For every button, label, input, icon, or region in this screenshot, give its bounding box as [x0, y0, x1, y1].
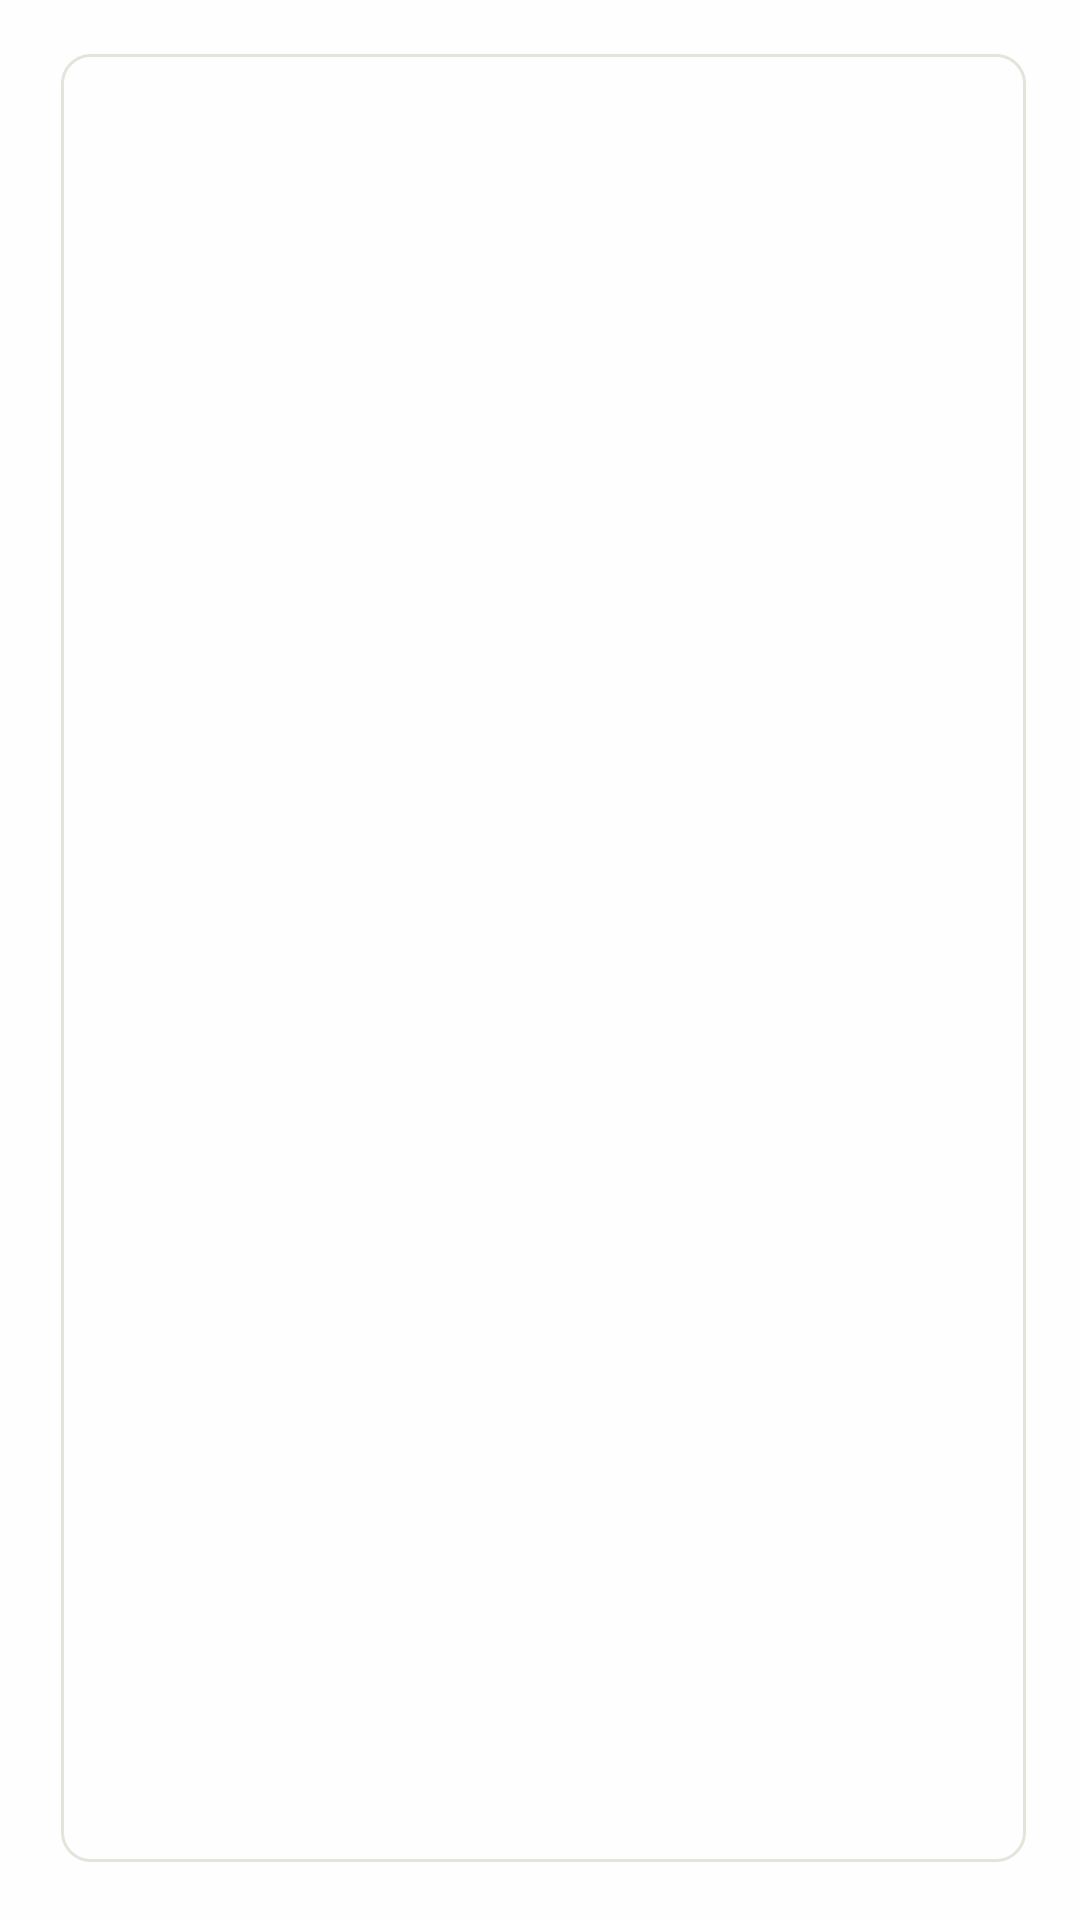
content-card — [61, 54, 1026, 1862]
